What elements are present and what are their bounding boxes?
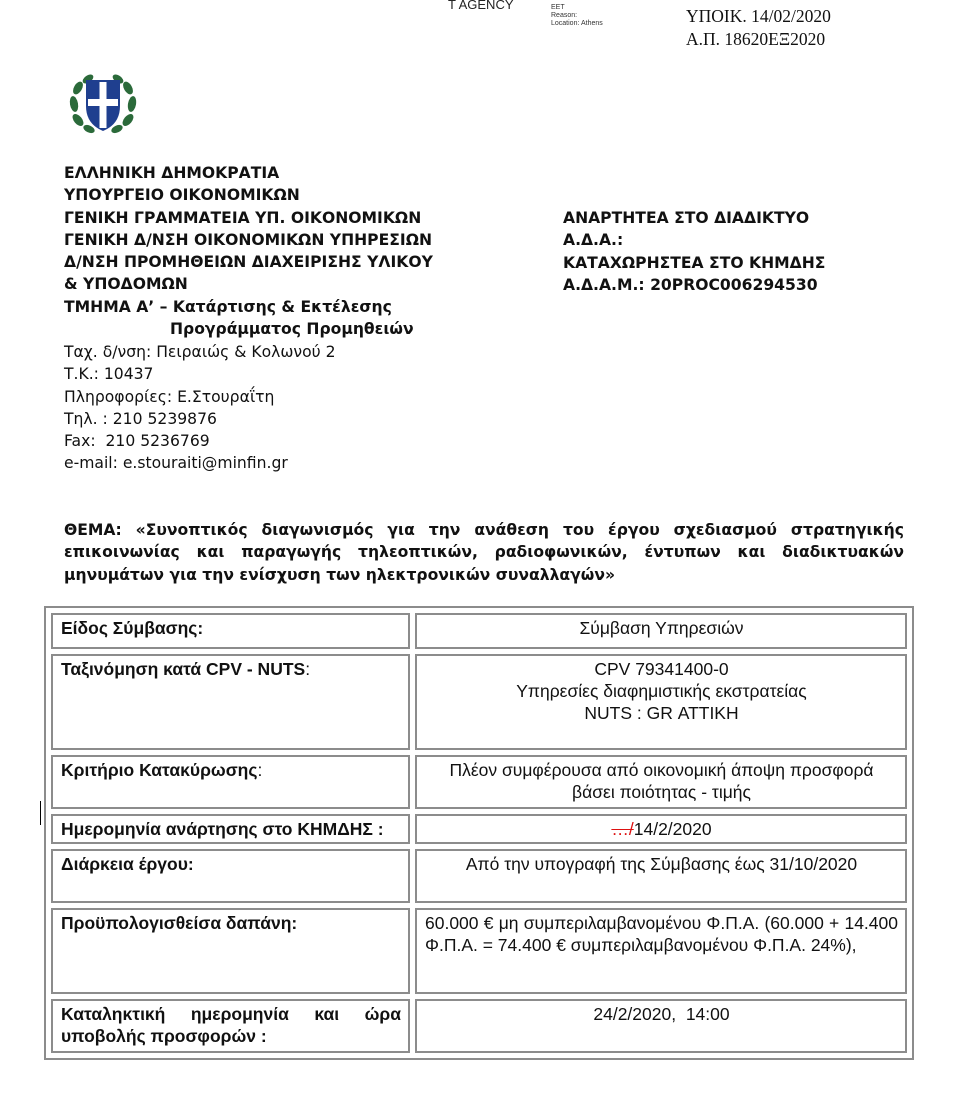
sender-address: Ταχ. δ/νση: Πειραιώς & Κολωνού 2 [64,343,336,361]
greek-coat-of-arms-icon [64,68,142,136]
sender-ministry: ΥΠΟΥΡΓΕΙΟ ΟΙΚΟΝΟΜΙΚΩΝ [64,186,300,205]
cpv-label-colon: : [305,659,311,679]
sender-email: e-mail: e.stouraiti@minfin.gr [64,454,288,473]
budget-value: 60.000 € μη συμπεριλαμβανομένου Φ.Π.Α. (60.000 + 14.400 Φ.Π.Α. = 74.400 € συμπεριλαμβανομένου Φ.Π.Α. 24%), [415,908,907,994]
adam-label: Α.Δ.Α.Μ.: 20PROC006294530 [563,275,818,294]
award-criterion-label [51,755,410,809]
sender-department-cont: Προγράμματος Προμηθειών [170,320,414,339]
sender-header [64,162,433,340]
cpv-label-text: Ταξινόμηση κατά CPV - NUTS [61,659,306,679]
sender-fax: Fax: 210 5236769 [64,432,210,451]
award-criterion-line: Πλέον συμφέρουσα από οικονομική άποψη προσφορά [449,760,874,780]
sender-contact [64,341,336,475]
sender-directorate: Δ/ΝΣΗ ΠΡΟΜΗΘΕΙΩΝ ΔΙΑΧΕΙΡΙΣΗΣ ΥΛΙΚΟΥ [64,253,433,272]
sender-info: Πληροφορίες: Ε.Στουραΐτη [64,387,275,406]
posting-date-text: 14/2/2020 [633,819,712,839]
cpv-code: CPV 79341400-0 [594,659,729,679]
sender-directorate-cont: & ΥΠΟΔΟΜΩΝ [64,275,188,294]
award-criterion-line: βάσει ποιότητας - τιμής [572,782,751,802]
award-criterion-text: Κριτήριο Κατακύρωσης [61,760,258,780]
sender-department: ΤΜΗΜΑ Α’ – Κατάρτισης & Εκτέλεσης [64,297,392,316]
tender-info-table [44,606,914,1060]
table-row [51,814,907,844]
protocol-number: Α.Π. 18620ΕΞ2020 [686,29,826,49]
deadline-label-line: Καταληκτική ημερομηνία και ώρα [61,1004,401,1024]
signature-meta [551,1,603,28]
cpv-label [51,654,410,750]
sender-postcode: Τ.Κ.: 10437 [64,365,154,384]
text-cursor [40,801,41,825]
signature-meta-line: Location: Athens [551,20,603,27]
duration-value: Από την υπογραφή της Σύμβασης έως 31/10/2020 [415,849,907,903]
ada-label: Α.Δ.Α.: [563,231,624,250]
register-kimdis-label: ΚΑΤΑΧΩΡΗΣΤΕΑ ΣΤΟ ΚΗΜΔΗΣ [563,253,826,272]
post-online-label: ΑΝΑΡΤΗΤΕΑ ΣΤΟ ΔΙΑΔΙΚΤΥΟ [563,209,810,227]
sender-phone: Τηλ. : 210 5239876 [64,409,217,428]
deadline-label-line: υποβολής προσφορών : [61,1026,267,1046]
sender-secretariat: ΓΕΝΙΚΗ ΓΡΑΜΜΑΤΕΙΑ ΥΠ. ΟΙΚΟΝΟΜΙΚΩΝ [64,208,422,227]
sender-country: ΕΛΛΗΝΙΚΗ ΔΗΜΟΚΡΑΤΙΑ [64,164,280,182]
subject-paragraph: ΘΕΜΑ: «Συνοπτικός διαγωνισμός για την ανάθεση του έργου σχεδιασμού στρατηγικής επικοινωνίας και παραγωγής τηλεοπτικών, ραδιοφωνικών, έντυπων και διαδικτυακών μηνυμάτων για την ενίσχυση των ηλεκτρονικών συναλλαγών» [64,521,904,584]
contract-type-value: Σύμβαση Υπηρεσιών [415,613,907,649]
publication-info [563,207,825,296]
sender-general-directorate: ΓΕΝΙΚΗ Δ/ΝΣΗ ΟΙΚΟΝΟΜΙΚΩΝ ΥΠΗΡΕΣΙΩΝ [64,230,433,249]
table-row [51,654,907,750]
signature-agency-fragment: T AGENCY [448,0,514,12]
award-criterion-value [415,755,907,809]
signature-meta-line: Reason: [551,12,578,19]
award-criterion-colon: : [257,760,263,780]
cpv-value [415,654,907,750]
deadline-value: 24/2/2020, 14:00 [415,999,907,1053]
table-row [51,849,907,903]
signature-meta-line: EET [551,4,565,11]
contract-type-label: Είδος Σύμβασης: [51,613,410,649]
deadline-label [51,999,410,1053]
posting-date-value [415,814,907,844]
duration-label: Διάρκεια έργου: [51,849,410,903]
table-row [51,755,907,809]
table-row [51,613,907,649]
posting-date-struck: …/ [611,819,634,839]
nuts-code: NUTS : GR ΑΤΤΙΚΗ [584,703,739,723]
posting-date-label: Ημερομηνία ανάρτησης στο ΚΗΜΔΗΣ : [51,814,410,844]
table-row [51,999,907,1053]
cpv-description: Υπηρεσίες διαφημιστικής εκστρατείας [516,681,807,701]
budget-label: Προϋπολογισθείσα δαπάνη: [51,908,410,994]
table-row [51,908,907,994]
protocol-date: ΥΠΟΙΚ. 14/02/2020 [686,6,831,26]
